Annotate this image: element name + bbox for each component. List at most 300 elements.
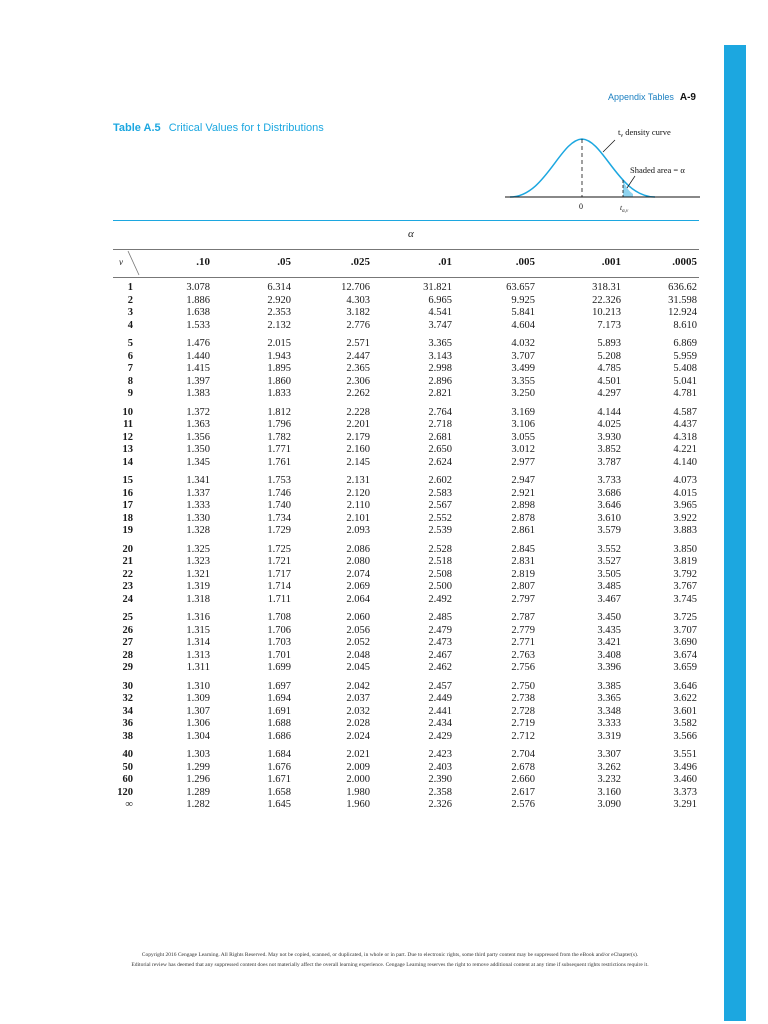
value-cell: 4.144 <box>597 406 621 418</box>
value-cell: 2.145 <box>346 456 370 468</box>
value-cell: 3.307 <box>597 749 621 760</box>
value-cell: 1.356 <box>186 431 210 443</box>
df-cell: 15 <box>122 475 133 486</box>
value-cell: 3.365 <box>428 338 452 349</box>
value-cell: 3.055 <box>511 431 535 443</box>
value-cell: 2.457 <box>428 680 452 692</box>
df-cell: 3 <box>127 307 133 318</box>
value-cell: 3.348 <box>597 705 621 717</box>
value-cell: 2.787 <box>511 612 535 623</box>
value-cell: 2.921 <box>511 487 535 499</box>
value-cell: 1.333 <box>186 500 210 511</box>
value-cell: 3.551 <box>673 749 697 760</box>
value-cell: 3.733 <box>597 475 621 486</box>
value-cell: 4.501 <box>597 375 621 387</box>
value-cell: 3.499 <box>511 363 535 374</box>
value-cell: 1.289 <box>186 786 210 798</box>
value-cell: 2.365 <box>346 363 370 374</box>
df-cell: 2 <box>127 294 133 306</box>
density-arrow <box>603 140 615 152</box>
value-cell: 2.807 <box>511 581 535 592</box>
df-cell: 14 <box>122 456 133 468</box>
value-cell: 4.140 <box>673 456 697 468</box>
value-cell: 636.62 <box>668 282 697 293</box>
value-cell: 2.101 <box>346 512 370 524</box>
table-row <box>113 538 697 557</box>
df-cell: 120 <box>117 786 133 798</box>
value-cell: 2.021 <box>346 749 370 760</box>
table-row <box>113 762 697 775</box>
table-row <box>113 718 697 731</box>
value-cell: 2.492 <box>428 593 452 605</box>
value-cell: 3.646 <box>597 500 621 511</box>
value-cell: 2.056 <box>346 624 370 636</box>
value-cell: 3.792 <box>673 568 697 580</box>
value-cell: 2.441 <box>428 705 452 717</box>
df-cell: 30 <box>122 680 133 692</box>
value-cell: 1.319 <box>186 581 210 592</box>
table-row <box>113 295 697 308</box>
value-cell: 3.883 <box>673 525 697 536</box>
value-cell: 2.015 <box>267 338 291 349</box>
value-cell: 3.421 <box>597 637 621 648</box>
df-cell: 6 <box>127 350 133 362</box>
df-cell: 34 <box>122 705 133 717</box>
table-row <box>113 432 697 445</box>
value-cell: 1.372 <box>186 406 210 418</box>
table-row <box>113 388 697 401</box>
value-cell: 3.690 <box>673 637 697 648</box>
value-cell: 1.440 <box>186 350 210 362</box>
value-cell: 3.435 <box>597 624 621 636</box>
table-row <box>113 351 697 364</box>
value-cell: 2.009 <box>346 761 370 773</box>
value-cell: 1.725 <box>267 543 291 555</box>
copyright-line-2: Editorial review has deemed that any suppressed content does not materially affect the overall learning experience. Cengage Learning reserves the right to remove additional content at any time if subsequent rights restrictions require it. <box>131 962 649 968</box>
value-cell: 1.771 <box>267 444 291 455</box>
value-cell: 1.303 <box>186 749 210 760</box>
value-cell: 2.567 <box>428 500 452 511</box>
nu-symbol: ν <box>119 257 123 267</box>
df-cell: 25 <box>122 612 133 623</box>
table-row <box>113 444 697 457</box>
value-cell: 1.313 <box>186 649 210 661</box>
value-cell: 3.408 <box>597 649 621 661</box>
df-cell: ∞ <box>125 799 133 810</box>
value-cell: 2.947 <box>511 475 535 486</box>
table-row <box>113 774 697 787</box>
value-cell: 3.552 <box>597 543 621 555</box>
value-cell: 3.078 <box>186 282 210 293</box>
value-cell: 1.697 <box>267 680 291 692</box>
value-cell: 1.311 <box>186 662 210 673</box>
value-cell: 2.998 <box>428 363 452 374</box>
value-cell: 4.437 <box>673 419 697 430</box>
value-cell: 3.460 <box>673 774 697 785</box>
value-cell: 3.707 <box>511 350 535 362</box>
value-cell: 1.740 <box>267 500 291 511</box>
value-cell: 2.306 <box>346 375 370 387</box>
df-cell: 36 <box>122 718 133 729</box>
value-cell: 2.552 <box>428 512 452 524</box>
value-cell: 1.796 <box>267 419 291 430</box>
table-row <box>113 743 697 762</box>
value-cell: 2.660 <box>511 774 535 785</box>
value-cell: 3.106 <box>511 419 535 430</box>
page-number: A-9 <box>679 92 696 103</box>
value-cell: 1.860 <box>267 375 291 387</box>
value-cell: 3.930 <box>597 431 621 443</box>
value-cell: 1.363 <box>186 419 210 430</box>
value-cell: 2.539 <box>428 525 452 536</box>
value-cell: 2.449 <box>428 693 452 704</box>
value-cell: 2.069 <box>346 581 370 592</box>
value-cell: 1.708 <box>267 612 291 623</box>
df-cell: 19 <box>122 525 133 536</box>
value-cell: 3.365 <box>597 693 621 704</box>
table-row <box>113 320 697 333</box>
value-cell: 2.977 <box>511 456 535 468</box>
df-cell: 4 <box>127 319 133 331</box>
value-cell: 3.250 <box>511 388 535 399</box>
value-cell: 2.353 <box>267 307 291 318</box>
value-cell: 2.080 <box>346 556 370 567</box>
value-cell: 1.714 <box>267 581 291 592</box>
df-cell: 40 <box>122 749 133 760</box>
value-cell: 2.518 <box>428 556 452 567</box>
column-header-row <box>113 249 699 278</box>
value-cell: 2.678 <box>511 761 535 773</box>
value-cell: 10.213 <box>592 307 621 318</box>
value-cell: 1.341 <box>186 475 210 486</box>
table-row <box>113 675 697 694</box>
table-row <box>113 419 697 432</box>
value-cell: 2.831 <box>511 556 535 567</box>
table-row <box>113 469 697 488</box>
table-caption: Critical Values for t Distributions <box>168 122 324 134</box>
value-cell: 1.886 <box>186 294 210 306</box>
value-cell: 3.373 <box>673 786 697 798</box>
value-cell: 1.753 <box>267 475 291 486</box>
value-cell: 4.221 <box>673 444 697 455</box>
value-cell: 2.093 <box>346 525 370 536</box>
value-cell: 2.624 <box>428 456 452 468</box>
value-cell: 4.604 <box>511 319 535 331</box>
value-cell: 2.617 <box>511 786 535 798</box>
value-cell: 2.262 <box>346 388 370 399</box>
table-row <box>113 662 697 675</box>
value-cell: 3.333 <box>597 718 621 729</box>
value-cell: 2.131 <box>346 475 370 486</box>
value-cell: 1.895 <box>267 363 291 374</box>
table-row <box>113 457 697 470</box>
value-cell: 1.711 <box>267 593 291 605</box>
value-cell: 6.314 <box>267 282 291 293</box>
value-cell: 3.450 <box>597 612 621 623</box>
value-cell: 4.785 <box>597 363 621 374</box>
value-cell: 12.706 <box>341 282 370 293</box>
value-cell: 4.025 <box>597 419 621 430</box>
col-header: .01 <box>438 256 452 268</box>
value-cell: 3.090 <box>597 799 621 810</box>
running-header <box>608 92 696 103</box>
value-cell: 3.601 <box>673 705 697 717</box>
col-header: .05 <box>277 256 291 268</box>
value-cell: 2.060 <box>346 612 370 623</box>
col-header: .10 <box>196 256 210 268</box>
table-row <box>113 307 697 320</box>
df-cell: 29 <box>122 662 133 673</box>
value-cell: 2.821 <box>428 388 452 399</box>
value-cell: 5.041 <box>673 375 697 387</box>
value-cell: 2.602 <box>428 475 452 486</box>
value-cell: 1.833 <box>267 388 291 399</box>
value-cell: 1.307 <box>186 705 210 717</box>
value-cell: 2.576 <box>511 799 535 810</box>
value-cell: 1.282 <box>186 799 210 810</box>
value-cell: 1.350 <box>186 444 210 455</box>
df-cell: 60 <box>122 774 133 785</box>
value-cell: 1.318 <box>186 593 210 605</box>
value-cell: 3.355 <box>511 375 535 387</box>
value-cell: 3.143 <box>428 350 452 362</box>
value-cell: 3.291 <box>673 799 697 810</box>
density-label: $t_\nu$ density curve <box>618 127 671 139</box>
value-cell: 4.318 <box>673 431 697 443</box>
value-cell: 1.746 <box>267 487 291 499</box>
value-cell: 1.694 <box>267 693 291 704</box>
table-row <box>113 363 697 376</box>
value-cell: 2.042 <box>346 680 370 692</box>
table-row <box>113 401 697 420</box>
value-cell: 1.296 <box>186 774 210 785</box>
value-cell: 3.725 <box>673 612 697 623</box>
df-cell: 27 <box>122 637 133 648</box>
value-cell: 2.861 <box>511 525 535 536</box>
value-cell: 1.323 <box>186 556 210 567</box>
value-cell: 2.718 <box>428 419 452 430</box>
value-cell: 3.610 <box>597 512 621 524</box>
value-cell: 3.505 <box>597 568 621 580</box>
value-cell: 2.896 <box>428 375 452 387</box>
value-cell: 1.812 <box>267 406 291 418</box>
value-cell: 3.169 <box>511 406 535 418</box>
df-cell: 50 <box>122 761 133 773</box>
value-cell: 1.325 <box>186 543 210 555</box>
value-cell: 3.012 <box>511 444 535 455</box>
value-cell: 2.434 <box>428 718 452 729</box>
col-header: .0005 <box>672 256 697 268</box>
table-number: Table A.5 <box>113 122 161 134</box>
value-cell: 31.821 <box>423 282 452 293</box>
value-cell: 3.922 <box>673 512 697 524</box>
value-cell: 8.610 <box>673 319 697 331</box>
df-cell: 1 <box>127 282 133 293</box>
value-cell: 5.893 <box>597 338 621 349</box>
df-cell: 28 <box>122 649 133 661</box>
value-cell: 6.965 <box>428 294 452 306</box>
value-cell: 3.787 <box>597 456 621 468</box>
value-cell: 2.764 <box>428 406 452 418</box>
value-cell: 2.447 <box>346 350 370 362</box>
value-cell: 1.337 <box>186 487 210 499</box>
value-cell: 3.385 <box>597 680 621 692</box>
value-cell: 2.485 <box>428 612 452 623</box>
value-cell: 2.571 <box>346 338 370 349</box>
value-cell: 4.541 <box>428 307 452 318</box>
value-cell: 3.707 <box>673 624 697 636</box>
table-row <box>113 787 697 800</box>
value-cell: 2.797 <box>511 593 535 605</box>
table-row <box>113 556 697 569</box>
df-cell: 7 <box>127 363 133 374</box>
df-cell: 10 <box>122 406 133 418</box>
value-cell: 12.924 <box>668 307 697 318</box>
table-row <box>113 569 697 582</box>
value-cell: 3.579 <box>597 525 621 536</box>
value-cell: 3.767 <box>673 581 697 592</box>
value-cell: 2.750 <box>511 680 535 692</box>
value-cell: 3.965 <box>673 500 697 511</box>
value-cell: 2.086 <box>346 543 370 555</box>
side-color-bar <box>724 45 746 1021</box>
value-cell: 2.423 <box>428 749 452 760</box>
value-cell: 3.262 <box>597 761 621 773</box>
df-cell: 22 <box>122 568 133 580</box>
value-cell: 2.052 <box>346 637 370 648</box>
table-row <box>113 650 697 663</box>
table-row <box>113 625 697 638</box>
value-cell: 1.304 <box>186 730 210 742</box>
df-cell: 18 <box>122 512 133 524</box>
crit-value-label: $t_{\alpha,\nu}$ <box>620 203 629 214</box>
value-cell: 2.032 <box>346 705 370 717</box>
value-cell: 2.771 <box>511 637 535 648</box>
df-cell: 20 <box>122 543 133 555</box>
value-cell: 2.704 <box>511 749 535 760</box>
value-cell: 2.160 <box>346 444 370 455</box>
value-cell: 1.761 <box>267 456 291 468</box>
value-cell: 2.048 <box>346 649 370 661</box>
value-cell: 1.721 <box>267 556 291 567</box>
table-row <box>113 488 697 501</box>
table-row <box>113 606 697 625</box>
value-cell: 1.734 <box>267 512 291 524</box>
value-cell: 2.467 <box>428 649 452 661</box>
value-cell: 3.396 <box>597 662 621 673</box>
value-cell: 1.321 <box>186 568 210 580</box>
value-cell: 2.738 <box>511 693 535 704</box>
value-cell: 4.303 <box>346 294 370 306</box>
value-cell: 3.646 <box>673 680 697 692</box>
df-cell: 9 <box>127 388 133 399</box>
value-cell: 1.330 <box>186 512 210 524</box>
value-cell: 3.674 <box>673 649 697 661</box>
value-cell: 1.701 <box>267 649 291 661</box>
value-cell: 2.756 <box>511 662 535 673</box>
value-cell: 4.297 <box>597 388 621 399</box>
df-cell: 8 <box>127 375 133 387</box>
value-cell: 22.326 <box>592 294 621 306</box>
value-cell: 1.415 <box>186 363 210 374</box>
value-cell: 2.403 <box>428 761 452 773</box>
value-cell: 1.645 <box>267 799 291 810</box>
value-cell: 1.706 <box>267 624 291 636</box>
table-row <box>113 376 697 389</box>
value-cell: 3.686 <box>597 487 621 499</box>
value-cell: 1.328 <box>186 525 210 536</box>
value-cell: 2.763 <box>511 649 535 661</box>
value-cell: 3.182 <box>346 307 370 318</box>
col-header: .001 <box>601 256 621 268</box>
value-cell: 2.528 <box>428 543 452 555</box>
value-cell: 1.691 <box>267 705 291 717</box>
value-cell: 4.781 <box>673 388 697 399</box>
value-cell: 1.943 <box>267 350 291 362</box>
value-cell: 1.314 <box>186 637 210 648</box>
value-cell: 2.681 <box>428 431 452 443</box>
value-cell: 2.779 <box>511 624 535 636</box>
value-cell: 1.686 <box>267 730 291 742</box>
value-cell: 2.728 <box>511 705 535 717</box>
area-arrow <box>627 176 635 188</box>
value-cell: 2.845 <box>511 543 535 555</box>
value-cell: 1.345 <box>186 456 210 468</box>
table-row <box>113 581 697 594</box>
col-header: .025 <box>350 256 370 268</box>
value-cell: 3.467 <box>597 593 621 605</box>
value-cell: 1.533 <box>186 319 210 331</box>
table-row <box>113 706 697 719</box>
value-cell: 1.980 <box>346 786 370 798</box>
value-cell: 3.745 <box>673 593 697 605</box>
value-cell: 3.850 <box>673 543 697 555</box>
value-cell: 4.015 <box>673 487 697 499</box>
value-cell: 2.110 <box>346 500 370 511</box>
table-row <box>113 282 697 295</box>
value-cell: 3.852 <box>597 444 621 455</box>
value-cell: 3.496 <box>673 761 697 773</box>
table-row <box>113 332 697 351</box>
df-cell: 13 <box>122 444 133 455</box>
table-row <box>113 500 697 513</box>
value-cell: 1.688 <box>267 718 291 729</box>
value-cell: 3.622 <box>673 693 697 704</box>
zero-label: 0 <box>579 202 583 211</box>
value-cell: 31.598 <box>668 294 697 306</box>
value-cell: 2.898 <box>511 500 535 511</box>
df-cell: 16 <box>122 487 133 499</box>
df-cell: 12 <box>122 431 133 443</box>
value-cell: 3.319 <box>597 730 621 742</box>
shaded-area-label: Shaded area = α <box>630 165 685 175</box>
table-row <box>113 637 697 650</box>
value-cell: 1.703 <box>267 637 291 648</box>
value-cell: 6.869 <box>673 338 697 349</box>
value-cell: 2.132 <box>267 319 291 331</box>
value-cell: 1.310 <box>186 680 210 692</box>
value-cell: 2.479 <box>428 624 452 636</box>
value-cell: 2.228 <box>346 406 370 418</box>
table-row <box>113 799 697 812</box>
value-cell: 1.684 <box>267 749 291 760</box>
value-cell: 2.024 <box>346 730 370 742</box>
df-cell: 24 <box>122 593 133 605</box>
value-cell: 1.397 <box>186 375 210 387</box>
value-cell: 3.232 <box>597 774 621 785</box>
value-cell: 5.841 <box>511 307 535 318</box>
value-cell: 2.878 <box>511 512 535 524</box>
